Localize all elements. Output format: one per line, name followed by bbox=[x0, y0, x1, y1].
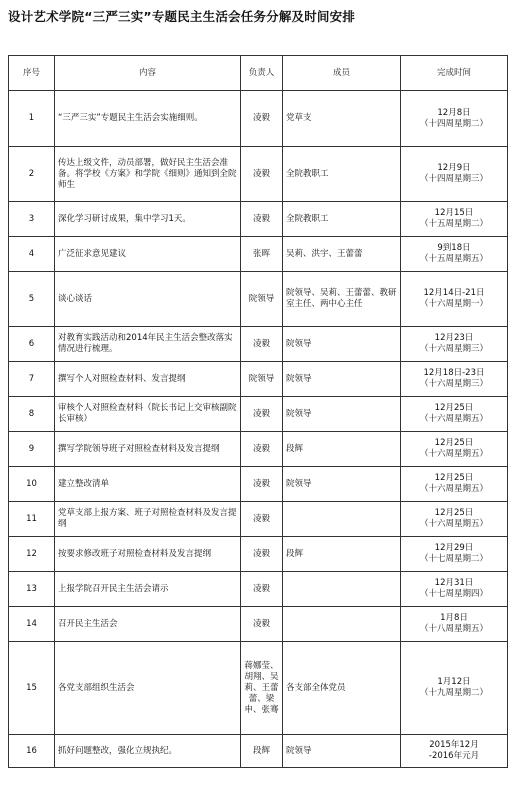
time-date: 12月18日-23日 bbox=[423, 368, 485, 378]
table-row bbox=[9, 502, 508, 537]
task-schedule-table bbox=[8, 55, 508, 768]
time-cell bbox=[401, 237, 508, 272]
table-row bbox=[9, 91, 508, 147]
row-number: 13 bbox=[9, 572, 55, 607]
time-week: （十六周星期三） bbox=[419, 379, 488, 389]
time-cell bbox=[401, 91, 508, 147]
members-cell bbox=[283, 607, 401, 642]
members-cell: 段辉 bbox=[283, 537, 401, 572]
time-cell bbox=[401, 735, 508, 768]
table-row bbox=[9, 537, 508, 572]
row-number: 2 bbox=[9, 147, 55, 202]
task-cell: 传达上级文件，动员部署，做好民主生活会准备。将学校《方案》和学院《细则》通知到全院师生 bbox=[55, 147, 241, 202]
owner-cell: 凌毅 bbox=[241, 502, 283, 537]
members-cell bbox=[283, 572, 401, 607]
members-cell: 全院教职工 bbox=[283, 147, 401, 202]
table-row bbox=[9, 362, 508, 397]
time-date: 1月8日 bbox=[440, 613, 468, 623]
time-cell bbox=[401, 272, 508, 327]
table-row bbox=[9, 202, 508, 237]
members-cell: 院领导、吴莉、王蕾蕾、教研室主任、两中心主任 bbox=[283, 272, 401, 327]
row-number: 6 bbox=[9, 327, 55, 362]
table-row bbox=[9, 147, 508, 202]
time-week: （十五周星期二） bbox=[419, 219, 488, 229]
members-cell: 院领导 bbox=[283, 362, 401, 397]
table-row bbox=[9, 272, 508, 327]
table-row bbox=[9, 572, 508, 607]
time-date: 9到18日 bbox=[437, 243, 471, 253]
owner-cell: 凌毅 bbox=[241, 537, 283, 572]
table-row bbox=[9, 467, 508, 502]
owner-cell: 院领导 bbox=[241, 272, 283, 327]
task-cell: 上报学院召开民主生活会请示 bbox=[55, 572, 241, 607]
table-body bbox=[9, 91, 508, 768]
header-time: 完成时间 bbox=[401, 56, 508, 91]
owner-cell: 段辉 bbox=[241, 735, 283, 768]
task-cell: 建立整改清单 bbox=[55, 467, 241, 502]
time-date: 12月8日 bbox=[437, 107, 471, 118]
task-cell: 按要求修改班子对照检查材料及发言提纲 bbox=[55, 537, 241, 572]
time-week: （十七周星期四） bbox=[419, 589, 488, 599]
task-cell: 撰写个人对照检查材料、发言提纲 bbox=[55, 362, 241, 397]
table-row bbox=[9, 237, 508, 272]
members-cell: 全院教职工 bbox=[283, 202, 401, 237]
owner-cell: 凌毅 bbox=[241, 607, 283, 642]
time-cell bbox=[401, 327, 508, 362]
members-cell: 院领导 bbox=[283, 735, 401, 768]
row-number: 11 bbox=[9, 502, 55, 537]
header-members: 成员 bbox=[283, 56, 401, 91]
time-week: （十四周星期二） bbox=[419, 118, 488, 129]
time-cell bbox=[401, 642, 508, 735]
owner-cell: 凌毅 bbox=[241, 147, 283, 202]
header-owner: 负责人 bbox=[241, 56, 283, 91]
time-date: 12月31日 bbox=[434, 578, 474, 588]
page-title: 设计艺术学院“三严三实”专题民主生活会任务分解及时间安排 bbox=[8, 9, 356, 24]
table-row bbox=[9, 642, 508, 735]
task-cell: 广泛征求意见建议 bbox=[55, 237, 241, 272]
table-header-row bbox=[9, 56, 508, 91]
task-cell: 各党支部组织生活会 bbox=[55, 642, 241, 735]
time-cell bbox=[401, 537, 508, 572]
table-row bbox=[9, 432, 508, 467]
owner-cell: 蒋娜莹、胡翔、吴莉、王蕾蕾、梁申、张骞 bbox=[241, 642, 283, 735]
row-number: 4 bbox=[9, 237, 55, 272]
table-row bbox=[9, 735, 508, 768]
time-week: （十六周星期五） bbox=[419, 519, 488, 529]
table-row bbox=[9, 327, 508, 362]
members-cell: 各支部全体党员 bbox=[283, 642, 401, 735]
time-date: 12月14日-21日 bbox=[423, 288, 485, 298]
time-week: （十九周星期二） bbox=[419, 688, 488, 698]
time-date: 12月9日 bbox=[437, 163, 471, 173]
header-no: 序号 bbox=[9, 56, 55, 91]
time-cell bbox=[401, 147, 508, 202]
members-cell bbox=[283, 502, 401, 537]
task-cell: 撰写学院领导班子对照检查材料及发言提纲 bbox=[55, 432, 241, 467]
time-cell bbox=[401, 362, 508, 397]
members-cell: 党草支 bbox=[283, 91, 401, 147]
table-row bbox=[9, 607, 508, 642]
row-number: 7 bbox=[9, 362, 55, 397]
owner-cell: 院领导 bbox=[241, 362, 283, 397]
time-week: （十六周星期五） bbox=[419, 449, 488, 459]
row-number: 8 bbox=[9, 397, 55, 432]
time-date: 12月15日 bbox=[434, 208, 474, 218]
time-date: 2015年12月 bbox=[429, 740, 479, 750]
time-date: 12月23日 bbox=[434, 333, 474, 343]
task-cell: 审核个人对照检查材料（院长书记上交审核副院长审核） bbox=[55, 397, 241, 432]
task-cell: 召开民主生活会 bbox=[55, 607, 241, 642]
owner-cell: 凌毅 bbox=[241, 327, 283, 362]
task-cell: 谈心谈话 bbox=[55, 272, 241, 327]
time-date: 12月29日 bbox=[434, 543, 474, 553]
time-cell bbox=[401, 572, 508, 607]
time-date: 12月25日 bbox=[434, 473, 474, 483]
task-cell: 抓好问题整改，强化立规执纪。 bbox=[55, 735, 241, 768]
owner-cell: 凌毅 bbox=[241, 202, 283, 237]
time-date: 12月25日 bbox=[434, 438, 474, 448]
row-number: 5 bbox=[9, 272, 55, 327]
row-number: 3 bbox=[9, 202, 55, 237]
members-cell: 吴莉、洪宇、王蕾蕾 bbox=[283, 237, 401, 272]
owner-cell: 凌毅 bbox=[241, 91, 283, 147]
time-week: （十五周星期五） bbox=[419, 254, 488, 264]
row-number: 12 bbox=[9, 537, 55, 572]
time-week: （十六周星期五） bbox=[419, 484, 488, 494]
time-week: （十七周星期二） bbox=[419, 554, 488, 564]
time-date: 12月25日 bbox=[434, 403, 474, 413]
owner-cell: 张晖 bbox=[241, 237, 283, 272]
time-date: 12月25日 bbox=[434, 508, 474, 518]
task-cell: 深化学习研讨成果，集中学习1天。 bbox=[55, 202, 241, 237]
owner-cell: 凌毅 bbox=[241, 572, 283, 607]
header-task: 内容 bbox=[55, 56, 241, 91]
time-week: （十四周星期三） bbox=[419, 174, 488, 184]
time-week: （十六周星期一） bbox=[419, 299, 488, 309]
row-number: 14 bbox=[9, 607, 55, 642]
owner-cell: 凌毅 bbox=[241, 397, 283, 432]
time-week: （十六周星期三） bbox=[419, 344, 488, 354]
time-cell bbox=[401, 502, 508, 537]
owner-cell: 凌毅 bbox=[241, 432, 283, 467]
row-number: 9 bbox=[9, 432, 55, 467]
row-number: 16 bbox=[9, 735, 55, 768]
owner-cell: 凌毅 bbox=[241, 467, 283, 502]
task-cell: 对教育实践活动和2014年民主生活会整改落实情况进行梳理。 bbox=[55, 327, 241, 362]
members-cell: 院领导 bbox=[283, 467, 401, 502]
table-row bbox=[9, 397, 508, 432]
time-cell bbox=[401, 202, 508, 237]
task-cell: 党草支部上报方案、班子对照检查材料及发言提纲 bbox=[55, 502, 241, 537]
row-number: 1 bbox=[9, 91, 55, 147]
task-cell: “三严三实”专题民主生活会实施细则。 bbox=[55, 91, 241, 147]
time-cell bbox=[401, 467, 508, 502]
time-cell bbox=[401, 432, 508, 467]
members-cell: 院领导 bbox=[283, 327, 401, 362]
time-date: 1月12日 bbox=[437, 677, 471, 687]
time-cell bbox=[401, 397, 508, 432]
time-week: （十六周星期五） bbox=[419, 414, 488, 424]
time-week: （十八周星期五） bbox=[419, 624, 488, 634]
row-number: 15 bbox=[9, 642, 55, 735]
members-cell: 段辉 bbox=[283, 432, 401, 467]
time-week: -2016年元月 bbox=[428, 751, 480, 761]
members-cell: 院领导 bbox=[283, 397, 401, 432]
row-number: 10 bbox=[9, 467, 55, 502]
time-cell bbox=[401, 607, 508, 642]
